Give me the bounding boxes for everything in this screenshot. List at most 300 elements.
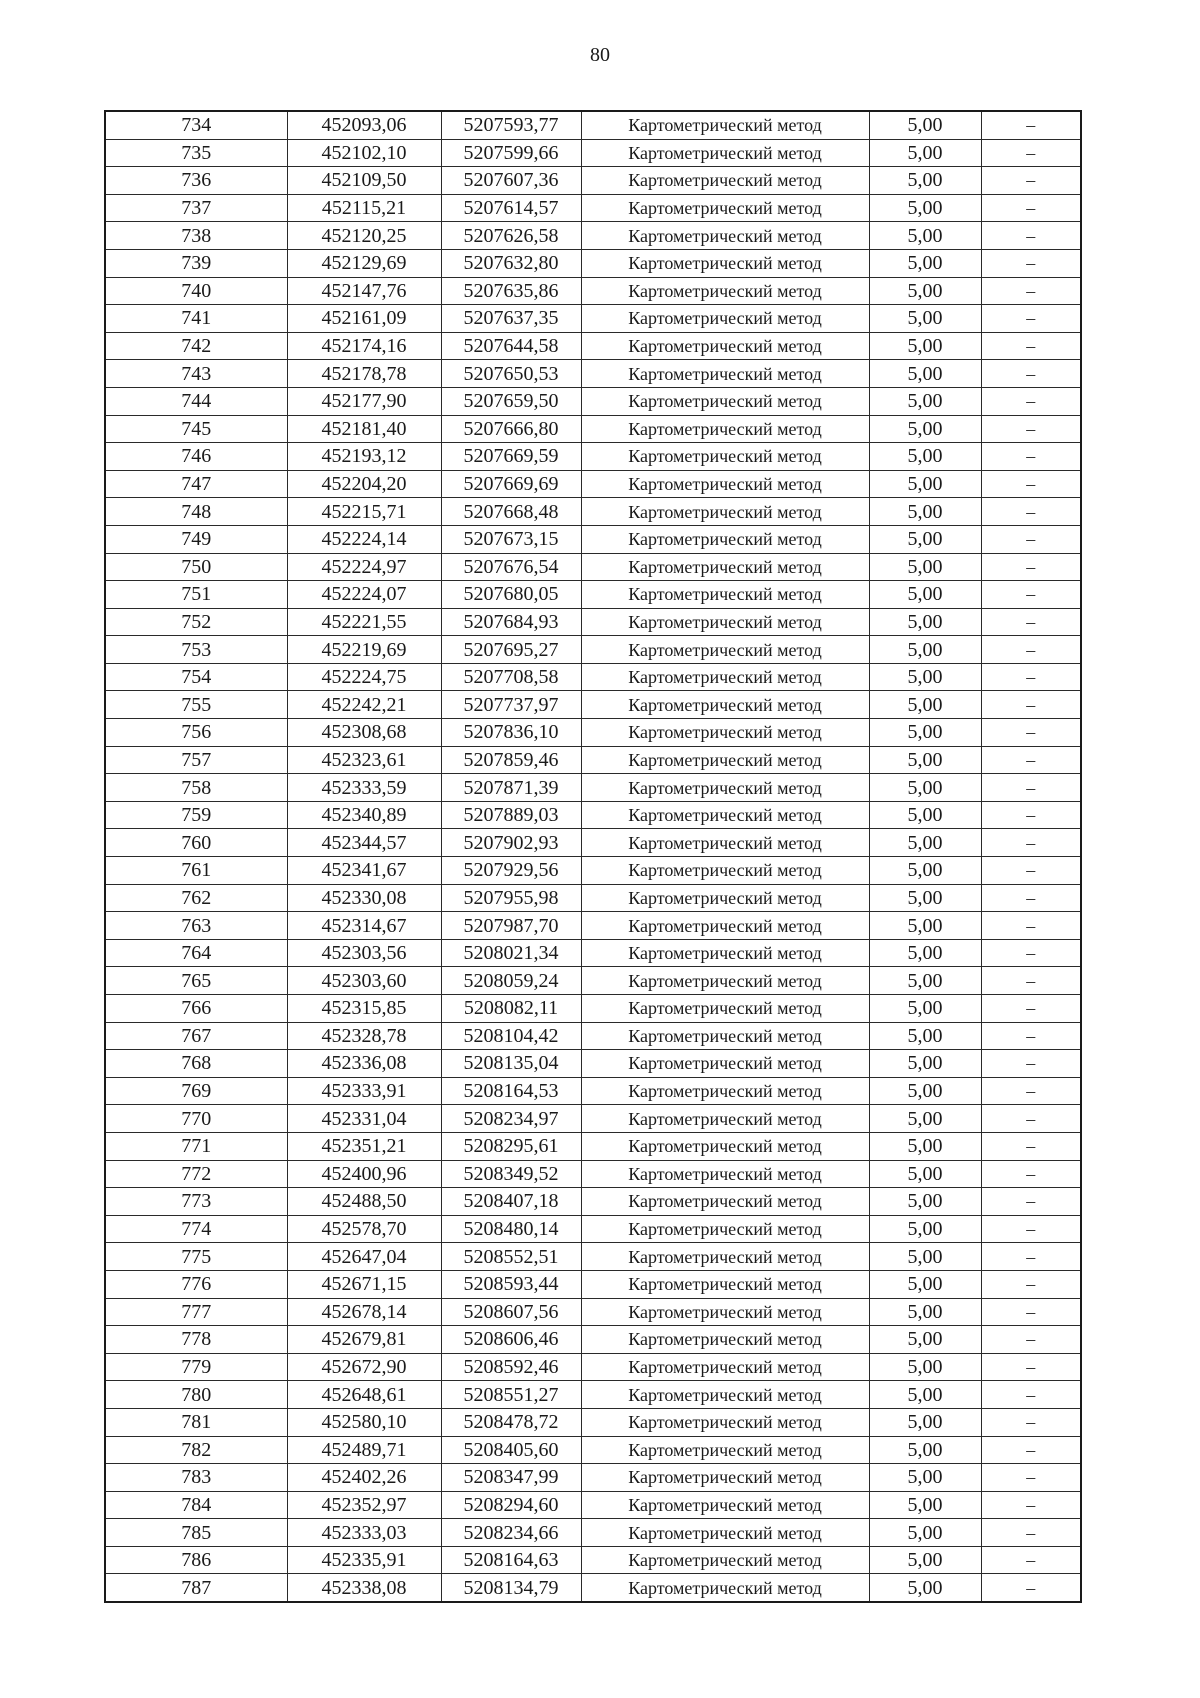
point-number-cell: 750: [105, 553, 287, 581]
table-row: [105, 525, 1081, 553]
table-row: [105, 277, 1081, 305]
table-row: [105, 194, 1081, 222]
y-coordinate-cell: 5207637,35: [441, 305, 581, 333]
precision-cell: 5,00: [869, 663, 981, 691]
point-number-cell: 756: [105, 719, 287, 747]
note-cell: –: [981, 1491, 1081, 1519]
point-number-cell: 769: [105, 1077, 287, 1105]
method-cell: Картометрический метод: [581, 1022, 869, 1050]
method-cell: Картометрический метод: [581, 829, 869, 857]
x-coordinate-cell: 452303,60: [287, 967, 441, 995]
table-row: [105, 1132, 1081, 1160]
table-row: [105, 139, 1081, 167]
note-cell: –: [981, 553, 1081, 581]
precision-cell: 5,00: [869, 111, 981, 139]
note-cell: –: [981, 857, 1081, 885]
y-coordinate-cell: 5207593,77: [441, 111, 581, 139]
y-coordinate-cell: 5207708,58: [441, 663, 581, 691]
note-cell: –: [981, 967, 1081, 995]
y-coordinate-cell: 5207607,36: [441, 167, 581, 195]
point-number-cell: 774: [105, 1215, 287, 1243]
table-row: [105, 387, 1081, 415]
note-cell: –: [981, 1353, 1081, 1381]
table-row: [105, 1188, 1081, 1216]
y-coordinate-cell: 5207929,56: [441, 857, 581, 885]
y-coordinate-cell: 5207669,69: [441, 470, 581, 498]
point-number-cell: 784: [105, 1491, 287, 1519]
x-coordinate-cell: 452648,61: [287, 1381, 441, 1409]
method-cell: Картометрический метод: [581, 111, 869, 139]
point-number-cell: 767: [105, 1022, 287, 1050]
method-cell: Картометрический метод: [581, 1546, 869, 1574]
table-row: [105, 1491, 1081, 1519]
table-row: [105, 443, 1081, 471]
point-number-cell: 786: [105, 1546, 287, 1574]
x-coordinate-cell: 452219,69: [287, 636, 441, 664]
note-cell: –: [981, 332, 1081, 360]
note-cell: –: [981, 1464, 1081, 1492]
method-cell: Картометрический метод: [581, 857, 869, 885]
x-coordinate-cell: 452181,40: [287, 415, 441, 443]
precision-cell: 5,00: [869, 222, 981, 250]
point-number-cell: 748: [105, 498, 287, 526]
point-number-cell: 770: [105, 1105, 287, 1133]
precision-cell: 5,00: [869, 1132, 981, 1160]
note-cell: –: [981, 443, 1081, 471]
x-coordinate-cell: 452120,25: [287, 222, 441, 250]
table-row: [105, 470, 1081, 498]
precision-cell: 5,00: [869, 1546, 981, 1574]
y-coordinate-cell: 5208552,51: [441, 1243, 581, 1271]
y-coordinate-cell: 5208480,14: [441, 1215, 581, 1243]
x-coordinate-cell: 452242,21: [287, 691, 441, 719]
method-cell: Картометрический метод: [581, 1270, 869, 1298]
x-coordinate-cell: 452328,78: [287, 1022, 441, 1050]
note-cell: –: [981, 581, 1081, 609]
x-coordinate-cell: 452224,75: [287, 663, 441, 691]
precision-cell: 5,00: [869, 415, 981, 443]
precision-cell: 5,00: [869, 581, 981, 609]
note-cell: –: [981, 139, 1081, 167]
point-number-cell: 741: [105, 305, 287, 333]
note-cell: –: [981, 829, 1081, 857]
precision-cell: 5,00: [869, 774, 981, 802]
x-coordinate-cell: 452109,50: [287, 167, 441, 195]
table-row: [105, 691, 1081, 719]
x-coordinate-cell: 452488,50: [287, 1188, 441, 1216]
table-row: [105, 1298, 1081, 1326]
y-coordinate-cell: 5208134,79: [441, 1574, 581, 1602]
precision-cell: 5,00: [869, 746, 981, 774]
note-cell: –: [981, 1298, 1081, 1326]
table-row: [105, 967, 1081, 995]
method-cell: Картометрический метод: [581, 167, 869, 195]
method-cell: Картометрический метод: [581, 525, 869, 553]
y-coordinate-cell: 5207680,05: [441, 581, 581, 609]
point-number-cell: 749: [105, 525, 287, 553]
method-cell: Картометрический метод: [581, 470, 869, 498]
note-cell: –: [981, 415, 1081, 443]
method-cell: Картометрический метод: [581, 305, 869, 333]
x-coordinate-cell: 452308,68: [287, 719, 441, 747]
precision-cell: 5,00: [869, 1050, 981, 1078]
y-coordinate-cell: 5208407,18: [441, 1188, 581, 1216]
note-cell: –: [981, 167, 1081, 195]
table-row: [105, 912, 1081, 940]
table-row: [105, 1464, 1081, 1492]
x-coordinate-cell: 452580,10: [287, 1408, 441, 1436]
x-coordinate-cell: 452221,55: [287, 608, 441, 636]
x-coordinate-cell: 452489,71: [287, 1436, 441, 1464]
x-coordinate-cell: 452177,90: [287, 387, 441, 415]
precision-cell: 5,00: [869, 470, 981, 498]
y-coordinate-cell: 5208059,24: [441, 967, 581, 995]
note-cell: –: [981, 1243, 1081, 1271]
y-coordinate-cell: 5207635,86: [441, 277, 581, 305]
note-cell: –: [981, 360, 1081, 388]
method-cell: Картометрический метод: [581, 608, 869, 636]
y-coordinate-cell: 5208135,04: [441, 1050, 581, 1078]
x-coordinate-cell: 452115,21: [287, 194, 441, 222]
x-coordinate-cell: 452147,76: [287, 277, 441, 305]
method-cell: Картометрический метод: [581, 663, 869, 691]
note-cell: –: [981, 608, 1081, 636]
table-row: [105, 1050, 1081, 1078]
x-coordinate-cell: 452578,70: [287, 1215, 441, 1243]
method-cell: Картометрический метод: [581, 636, 869, 664]
note-cell: –: [981, 387, 1081, 415]
table-row: [105, 829, 1081, 857]
method-cell: Картометрический метод: [581, 360, 869, 388]
y-coordinate-cell: 5208478,72: [441, 1408, 581, 1436]
y-coordinate-cell: 5208593,44: [441, 1270, 581, 1298]
note-cell: –: [981, 912, 1081, 940]
note-cell: –: [981, 305, 1081, 333]
note-cell: –: [981, 1574, 1081, 1602]
x-coordinate-cell: 452647,04: [287, 1243, 441, 1271]
x-coordinate-cell: 452344,57: [287, 829, 441, 857]
y-coordinate-cell: 5208606,46: [441, 1326, 581, 1354]
y-coordinate-cell: 5207836,10: [441, 719, 581, 747]
point-number-cell: 782: [105, 1436, 287, 1464]
precision-cell: 5,00: [869, 1519, 981, 1547]
y-coordinate-cell: 5208405,60: [441, 1436, 581, 1464]
x-coordinate-cell: 452352,97: [287, 1491, 441, 1519]
method-cell: Картометрический метод: [581, 498, 869, 526]
method-cell: Картометрический метод: [581, 1408, 869, 1436]
table-row: [105, 774, 1081, 802]
x-coordinate-cell: 452224,97: [287, 553, 441, 581]
precision-cell: 5,00: [869, 884, 981, 912]
precision-cell: 5,00: [869, 1160, 981, 1188]
table-row: [105, 857, 1081, 885]
x-coordinate-cell: 452330,08: [287, 884, 441, 912]
note-cell: –: [981, 222, 1081, 250]
point-number-cell: 779: [105, 1353, 287, 1381]
table-row: [105, 663, 1081, 691]
point-number-cell: 735: [105, 139, 287, 167]
precision-cell: 5,00: [869, 139, 981, 167]
method-cell: Картометрический метод: [581, 581, 869, 609]
precision-cell: 5,00: [869, 1298, 981, 1326]
x-coordinate-cell: 452672,90: [287, 1353, 441, 1381]
precision-cell: 5,00: [869, 1464, 981, 1492]
coordinates-table-body: [105, 111, 1081, 1602]
note-cell: –: [981, 719, 1081, 747]
note-cell: –: [981, 470, 1081, 498]
method-cell: Картометрический метод: [581, 912, 869, 940]
precision-cell: 5,00: [869, 498, 981, 526]
y-coordinate-cell: 5208234,97: [441, 1105, 581, 1133]
y-coordinate-cell: 5207669,59: [441, 443, 581, 471]
x-coordinate-cell: 452336,08: [287, 1050, 441, 1078]
point-number-cell: 744: [105, 387, 287, 415]
method-cell: Картометрический метод: [581, 1188, 869, 1216]
note-cell: –: [981, 939, 1081, 967]
precision-cell: 5,00: [869, 553, 981, 581]
precision-cell: 5,00: [869, 1215, 981, 1243]
y-coordinate-cell: 5207676,54: [441, 553, 581, 581]
x-coordinate-cell: 452224,07: [287, 581, 441, 609]
method-cell: Картометрический метод: [581, 387, 869, 415]
table-row: [105, 939, 1081, 967]
x-coordinate-cell: 452215,71: [287, 498, 441, 526]
method-cell: Картометрический метод: [581, 939, 869, 967]
point-number-cell: 737: [105, 194, 287, 222]
table-row: [105, 608, 1081, 636]
point-number-cell: 787: [105, 1574, 287, 1602]
table-row: [105, 719, 1081, 747]
y-coordinate-cell: 5208104,42: [441, 1022, 581, 1050]
table-row: [105, 1022, 1081, 1050]
method-cell: Картометрический метод: [581, 1160, 869, 1188]
table-row: [105, 746, 1081, 774]
y-coordinate-cell: 5207695,27: [441, 636, 581, 664]
note-cell: –: [981, 111, 1081, 139]
note-cell: –: [981, 277, 1081, 305]
x-coordinate-cell: 452400,96: [287, 1160, 441, 1188]
method-cell: Картометрический метод: [581, 1298, 869, 1326]
x-coordinate-cell: 452178,78: [287, 360, 441, 388]
precision-cell: 5,00: [869, 967, 981, 995]
precision-cell: 5,00: [869, 1270, 981, 1298]
x-coordinate-cell: 452224,14: [287, 525, 441, 553]
precision-cell: 5,00: [869, 995, 981, 1023]
table-row: [105, 636, 1081, 664]
method-cell: Картометрический метод: [581, 801, 869, 829]
note-cell: –: [981, 663, 1081, 691]
y-coordinate-cell: 5207871,39: [441, 774, 581, 802]
x-coordinate-cell: 452679,81: [287, 1326, 441, 1354]
note-cell: –: [981, 1326, 1081, 1354]
x-coordinate-cell: 452303,56: [287, 939, 441, 967]
precision-cell: 5,00: [869, 525, 981, 553]
note-cell: –: [981, 746, 1081, 774]
point-number-cell: 743: [105, 360, 287, 388]
method-cell: Картометрический метод: [581, 1519, 869, 1547]
y-coordinate-cell: 5207644,58: [441, 332, 581, 360]
point-number-cell: 751: [105, 581, 287, 609]
point-number-cell: 775: [105, 1243, 287, 1271]
precision-cell: 5,00: [869, 1436, 981, 1464]
x-coordinate-cell: 452129,69: [287, 249, 441, 277]
y-coordinate-cell: 5208294,60: [441, 1491, 581, 1519]
note-cell: –: [981, 801, 1081, 829]
note-cell: –: [981, 691, 1081, 719]
point-number-cell: 764: [105, 939, 287, 967]
point-number-cell: 777: [105, 1298, 287, 1326]
note-cell: –: [981, 995, 1081, 1023]
point-number-cell: 738: [105, 222, 287, 250]
note-cell: –: [981, 1408, 1081, 1436]
point-number-cell: 736: [105, 167, 287, 195]
x-coordinate-cell: 452341,67: [287, 857, 441, 885]
method-cell: Картометрический метод: [581, 1491, 869, 1519]
x-coordinate-cell: 452093,06: [287, 111, 441, 139]
precision-cell: 5,00: [869, 249, 981, 277]
precision-cell: 5,00: [869, 1022, 981, 1050]
y-coordinate-cell: 5207659,50: [441, 387, 581, 415]
point-number-cell: 766: [105, 995, 287, 1023]
table-row: [105, 1215, 1081, 1243]
x-coordinate-cell: 452331,04: [287, 1105, 441, 1133]
note-cell: –: [981, 1105, 1081, 1133]
note-cell: –: [981, 636, 1081, 664]
table-row: [105, 111, 1081, 139]
method-cell: Картометрический метод: [581, 774, 869, 802]
method-cell: Картометрический метод: [581, 1215, 869, 1243]
y-coordinate-cell: 5208295,61: [441, 1132, 581, 1160]
x-coordinate-cell: 452323,61: [287, 746, 441, 774]
method-cell: Картометрический метод: [581, 222, 869, 250]
table-row: [105, 1077, 1081, 1105]
point-number-cell: 785: [105, 1519, 287, 1547]
point-number-cell: 763: [105, 912, 287, 940]
precision-cell: 5,00: [869, 1408, 981, 1436]
y-coordinate-cell: 5207987,70: [441, 912, 581, 940]
table-row: [105, 360, 1081, 388]
table-row: [105, 1574, 1081, 1602]
table-row: [105, 1519, 1081, 1547]
table-row: [105, 305, 1081, 333]
method-cell: Картометрический метод: [581, 1381, 869, 1409]
note-cell: –: [981, 1188, 1081, 1216]
y-coordinate-cell: 5207902,93: [441, 829, 581, 857]
method-cell: Картометрический метод: [581, 1132, 869, 1160]
x-coordinate-cell: 452333,03: [287, 1519, 441, 1547]
x-coordinate-cell: 452678,14: [287, 1298, 441, 1326]
method-cell: Картометрический метод: [581, 139, 869, 167]
precision-cell: 5,00: [869, 194, 981, 222]
method-cell: Картометрический метод: [581, 691, 869, 719]
y-coordinate-cell: 5208349,52: [441, 1160, 581, 1188]
point-number-cell: 773: [105, 1188, 287, 1216]
precision-cell: 5,00: [869, 1353, 981, 1381]
method-cell: Картометрический метод: [581, 553, 869, 581]
x-coordinate-cell: 452204,20: [287, 470, 441, 498]
precision-cell: 5,00: [869, 801, 981, 829]
point-number-cell: 755: [105, 691, 287, 719]
x-coordinate-cell: 452315,85: [287, 995, 441, 1023]
note-cell: –: [981, 1215, 1081, 1243]
coordinates-table: [104, 110, 1082, 1603]
method-cell: Картометрический метод: [581, 1464, 869, 1492]
x-coordinate-cell: 452340,89: [287, 801, 441, 829]
x-coordinate-cell: 452335,91: [287, 1546, 441, 1574]
table-row: [105, 1436, 1081, 1464]
method-cell: Картометрический метод: [581, 967, 869, 995]
x-coordinate-cell: 452193,12: [287, 443, 441, 471]
precision-cell: 5,00: [869, 1105, 981, 1133]
page-number: 80: [590, 44, 610, 66]
y-coordinate-cell: 5207650,53: [441, 360, 581, 388]
point-number-cell: 740: [105, 277, 287, 305]
y-coordinate-cell: 5207668,48: [441, 498, 581, 526]
x-coordinate-cell: 452174,16: [287, 332, 441, 360]
y-coordinate-cell: 5207737,97: [441, 691, 581, 719]
point-number-cell: 734: [105, 111, 287, 139]
table-row: [105, 1408, 1081, 1436]
point-number-cell: 771: [105, 1132, 287, 1160]
method-cell: Картометрический метод: [581, 1436, 869, 1464]
method-cell: Картометрический метод: [581, 1105, 869, 1133]
point-number-cell: 753: [105, 636, 287, 664]
table-row: [105, 1546, 1081, 1574]
y-coordinate-cell: 5208607,56: [441, 1298, 581, 1326]
y-coordinate-cell: 5207626,58: [441, 222, 581, 250]
point-number-cell: 745: [105, 415, 287, 443]
table-row: [105, 581, 1081, 609]
y-coordinate-cell: 5208592,46: [441, 1353, 581, 1381]
y-coordinate-cell: 5208021,34: [441, 939, 581, 967]
method-cell: Картометрический метод: [581, 1574, 869, 1602]
point-number-cell: 739: [105, 249, 287, 277]
point-number-cell: 762: [105, 884, 287, 912]
table-row: [105, 1105, 1081, 1133]
method-cell: Картометрический метод: [581, 194, 869, 222]
x-coordinate-cell: 452333,91: [287, 1077, 441, 1105]
method-cell: Картометрический метод: [581, 995, 869, 1023]
y-coordinate-cell: 5208082,11: [441, 995, 581, 1023]
point-number-cell: 747: [105, 470, 287, 498]
y-coordinate-cell: 5208164,63: [441, 1546, 581, 1574]
point-number-cell: 772: [105, 1160, 287, 1188]
point-number-cell: 783: [105, 1464, 287, 1492]
point-number-cell: 776: [105, 1270, 287, 1298]
y-coordinate-cell: 5207666,80: [441, 415, 581, 443]
precision-cell: 5,00: [869, 277, 981, 305]
note-cell: –: [981, 1270, 1081, 1298]
method-cell: Картометрический метод: [581, 1077, 869, 1105]
x-coordinate-cell: 452338,08: [287, 1574, 441, 1602]
method-cell: Картометрический метод: [581, 277, 869, 305]
note-cell: –: [981, 1519, 1081, 1547]
point-number-cell: 759: [105, 801, 287, 829]
precision-cell: 5,00: [869, 167, 981, 195]
precision-cell: 5,00: [869, 719, 981, 747]
x-coordinate-cell: 452161,09: [287, 305, 441, 333]
precision-cell: 5,00: [869, 636, 981, 664]
precision-cell: 5,00: [869, 829, 981, 857]
note-cell: –: [981, 194, 1081, 222]
precision-cell: 5,00: [869, 1491, 981, 1519]
table-row: [105, 553, 1081, 581]
y-coordinate-cell: 5207632,80: [441, 249, 581, 277]
y-coordinate-cell: 5207673,15: [441, 525, 581, 553]
precision-cell: 5,00: [869, 332, 981, 360]
method-cell: Картометрический метод: [581, 443, 869, 471]
precision-cell: 5,00: [869, 1077, 981, 1105]
